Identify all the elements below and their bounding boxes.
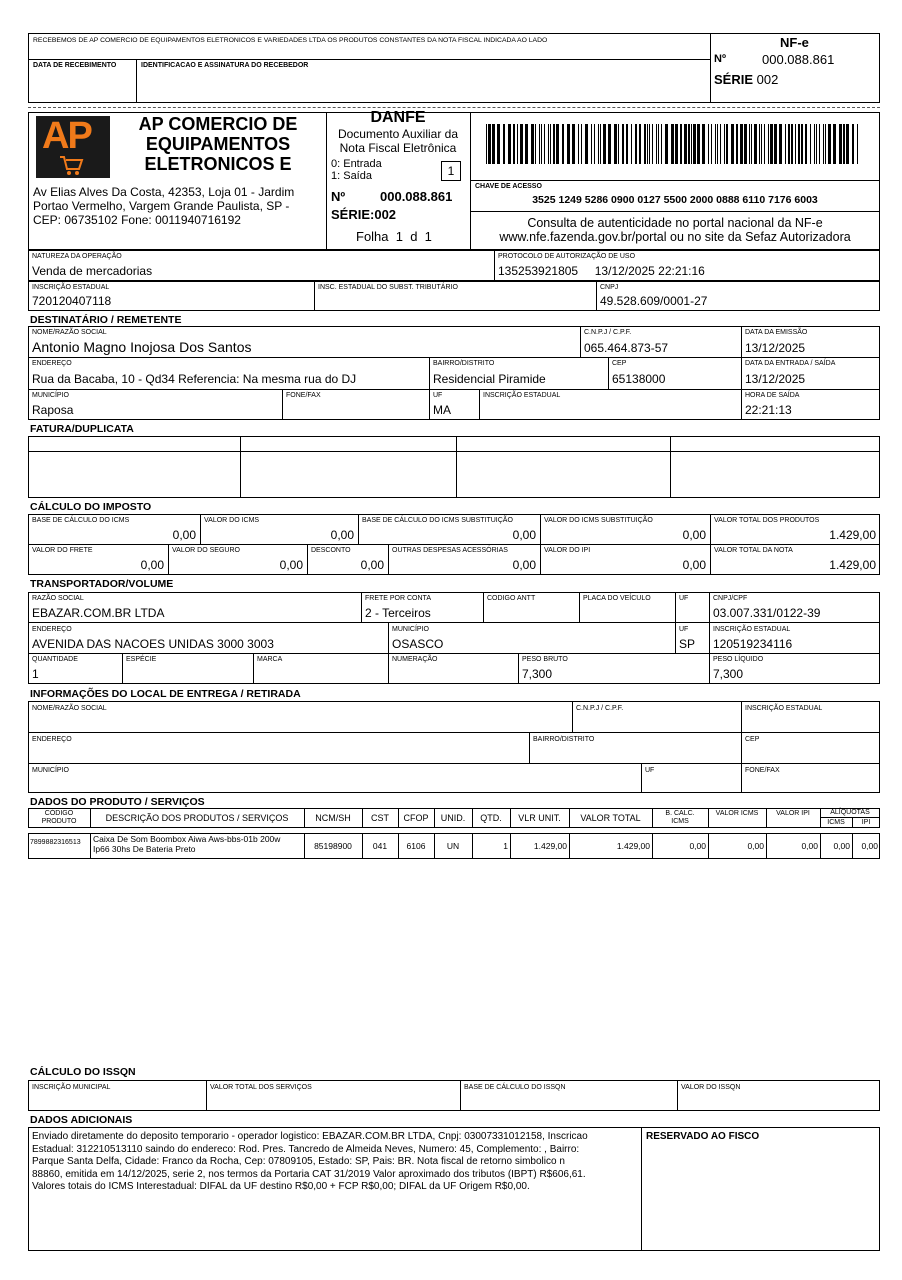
issqn-section: CÁLCULO DO ISSQN [30,1066,136,1078]
row-unit: UN [446,841,460,851]
recipient-uf-label: UF [433,392,443,399]
row-total: 1.429,00 [616,841,650,851]
shopping-cart-icon [58,154,84,176]
receipt-number: 000.088.861 [762,52,835,67]
recipient-city: Raposa [32,403,74,417]
issuer-ie-label: INSCRIÇÃO ESTADUAL [32,284,110,291]
nature-label: NATUREZA DA OPERAÇÃO [32,253,122,260]
receipt-nfe-title: NF-e [780,35,809,50]
carrier-net: 7,300 [713,667,744,681]
issqn-services-label: VALOR TOTAL DOS SERVIÇOS [210,1084,312,1091]
row-description-line2: Ip66 30hs De Bateria Preto [93,844,196,854]
access-key-label: CHAVE DE ACESSO [475,183,542,190]
invoice-table [28,436,880,498]
consult-line1: Consulta de autenticidade no portal nacional da NF-e [527,216,823,230]
col-qty: QTD. [480,813,502,823]
carrier-qty-label: QUANTIDADE [32,656,78,663]
discount-value: 0,00 [360,558,384,572]
row-code: 7899882316513 [30,839,81,846]
col-ncm: NCM/SH [315,813,351,823]
issuer-ie: 720120407118 [32,294,112,308]
total-note-label: VALOR TOTAL DA NOTA [714,547,793,554]
danfe-entry-label: 0: Entrada [331,158,382,170]
danfe-subtitle-line1: Documento Auxiliar da [337,127,459,141]
additional-line3: Parque Santa Delfa, Cidade: Franco da Rocha, Cep: 07809105, Estado: SP, Pais: BR. Nota fiscal de retorno simbolico n [32,1156,565,1167]
carrier-freight: 2 - Terceiros [365,606,431,620]
row-ncm: 85198900 [314,841,352,851]
receipt-series-label: SÉRIE [714,72,754,87]
access-key-barcode [486,124,862,164]
base-st: 0,00 [512,528,536,542]
row-description-line1: Caixa De Som Boombox Aiwa Aws-bbs-01b 200w [93,834,281,844]
delivery-doc-label: C.N.P.J / C.P.F. [576,705,624,712]
recipient-doc: 065.464.873-57 [584,341,669,355]
carrier-name: EBAZAR.COM.BR LTDA [32,606,165,620]
row-base: 0,00 [689,841,706,851]
reserved-label: RESERVADO AO FISCO [646,1131,760,1142]
carrier-antt-label: CODIGO ANTT [487,595,536,602]
total-products-label: VALOR TOTAL DOS PRODUTOS [714,517,820,524]
insurance-value: 0,00 [279,558,303,572]
recipient-uf: MA [433,403,451,417]
carrier-net-label: PESO LÍQUIDO [713,656,764,663]
issuer-cnpj-label: CNPJ [600,284,619,291]
carrier-city-label: MUNICÍPIO [392,626,429,633]
other-value: 0,00 [512,558,536,572]
recipient-doc-label: C.N.P.J / C.P.F. [584,329,632,336]
recipient-city-label: MUNICÍPIO [32,392,69,399]
danfe-type-value: 1 [441,161,461,181]
col-icms: VALOR ICMS [715,810,759,817]
consult-line2: www.nfe.fazenda.gov.br/portal ou no site da Sefaz Autorizadora [499,230,851,244]
base-icms: 0,00 [172,528,196,542]
icms-value: 0,00 [330,528,354,542]
carrier-freight-label: FRETE POR CONTA [365,595,431,602]
carrier-name-label: RAZÃO SOCIAL [32,595,84,602]
base-icms-label: BASE DE CÁLCULO DO ICMS [32,517,130,524]
additional-line2: Estadual: 312210513110 saindo do endereco: Rod. Pres. Tancredo de Almeida Neves, Numero: 45, Complemento: , Bairro: [32,1143,580,1155]
issue-date: 13/12/2025 [745,341,806,355]
icms-st: 0,00 [682,528,706,542]
icms-label: VALOR DO ICMS [204,517,260,524]
col-total: VALOR TOTAL [580,813,641,823]
receipt-number-label: Nº [714,53,726,65]
exit-time: 22:21:13 [745,403,792,417]
issqn-value-label: VALOR DO ISSQN [681,1084,741,1091]
col-code: CÓDIGO PRODUTO [41,810,77,825]
recipient-cep-label: CEP [612,360,627,367]
col-description: DESCRIÇÃO DOS PRODUTOS / SERVIÇOS [105,813,289,823]
carrier-gross-label: PESO BRUTO [522,656,568,663]
danfe-number: 000.088.861 [380,189,453,204]
carrier-plate-label: PLACA DO VEÍCULO [583,595,651,602]
invoice-section: FATURA/DUPLICATA [30,423,134,435]
recipient-district-label: BAIRRO/DISTRITO [433,360,495,367]
carrier-section: TRANSPORTADOR/VOLUME [30,578,174,590]
receipt-series: 002 [756,72,779,87]
recipient-phone-label: FONE/FAX [286,392,321,399]
col-cfop: CFOP [403,813,429,823]
carrier-ie: 120519234116 [713,637,793,651]
row-rate-icms: 0,00 [833,841,850,851]
issuer-address-line1: Av Elias Alves Da Costa, 42353, Loja 01 - Jardim [33,185,295,199]
carrier-gross: 7,300 [522,667,553,681]
company-logo [36,116,110,178]
col-rates: ALÍQUOTAS [830,809,870,816]
issuer-name: AP COMERCIO DE EQUIPAMENTOS ELETRONICOS E [138,114,298,174]
col-cst: CST [371,813,389,823]
carrier-qty: 1 [32,667,39,681]
additional-line4: 88860, emitida em 14/12/2025, serie 2, nos termos da Portaria CAT 31/2019 Valor aproximado dos tributos (IBPT) R$606,61. [32,1168,586,1180]
ipi-label: VALOR DO IPI [544,547,591,554]
carrier-address: AVENIDA DAS NACOES UNIDAS 3000 3003 [32,637,274,651]
nature-value: Venda de mercadorias [32,264,153,278]
freight-value: 0,00 [140,558,164,572]
additional-info [32,1131,588,1194]
exit-time-label: HORA DE SAÍDA [745,392,800,399]
delivery-district-label: BAIRRO/DISTRITO [533,736,595,743]
carrier-species-label: ESPÉCIE [126,656,157,663]
col-unit: UNID. [440,813,466,823]
danfe-exit-label: 1: Saída [331,170,372,182]
icms-st-label: VALOR DO ICMS SUBSTITUIÇÃO [544,517,653,524]
insurance-label: VALOR DO SEGURO [172,547,240,554]
carrier-address-label: ENDEREÇO [32,626,72,633]
cut-line [28,107,880,108]
recipient-name: Antonio Magno Inojosa Dos Santos [32,339,252,355]
danfe-series: SÉRIE:002 [331,207,397,222]
delivery-city-label: MUNICÍPIO [32,767,69,774]
col-rate-ipi: IPI [861,819,871,826]
carrier-uf2-label: UF [679,626,689,633]
danfe-page: Folha 1 d 1 [356,229,432,244]
issuer-address-line3: CEP: 06735102 Fone: 0011940716192 [33,213,241,227]
row-cfop: 6106 [406,841,426,851]
other-label: OUTRAS DESPESAS ACESSÓRIAS [392,547,508,554]
issqn-municipal-label: INSCRIÇÃO MUNICIPAL [32,1084,111,1091]
col-unit-price: VLR UNIT. [518,813,561,823]
logo-text: AP [42,115,91,157]
issqn-base-label: BASE DE CÁLCULO DO ISSQN [464,1084,566,1091]
additional-section: DADOS ADICIONAIS [30,1114,133,1126]
col-ipi: VALOR IPI [776,810,810,817]
protocol-label: PROTOCOLO DE AUTORIZAÇÃO DE USO [498,253,636,260]
issuer-cnpj: 49.528.609/0001-27 [600,294,708,308]
recipient-address-label: ENDEREÇO [32,360,72,367]
recipient-ie-label: INSCRIÇÃO ESTADUAL [483,392,561,399]
recipient-cep: 65138000 [612,372,666,386]
additional-line5: Valores totais do ICMS Interestadual: DIFAL da UF destino R$0,00 + FCP R$0,00; DIFAL da UF Origem R$0,00. [32,1181,530,1192]
row-unit-price: 1.429,00 [533,841,567,851]
recipient-section: DESTINATÁRIO / REMETENTE [30,314,182,326]
freight-label: VALOR DO FRETE [32,547,93,554]
carrier-cnpj-label: CNPJ/CPF [713,595,748,602]
io-date-label: DATA DA ENTRADA / SAÍDA [745,360,836,367]
carrier-uf-label: UF [679,595,689,602]
delivery-uf-label: UF [645,767,655,774]
carrier-city: OSASCO [392,637,444,651]
carrier-ie-label: INSCRIÇÃO ESTADUAL [713,626,791,633]
protocol-value: 135253921805 13/12/2025 22:21:16 [498,264,705,278]
delivery-cep-label: CEP [745,736,760,743]
carrier-uf2: SP [679,637,696,651]
io-date: 13/12/2025 [745,372,806,386]
tax-section: CÁLCULO DO IMPOSTO [30,501,152,513]
ipi-value: 0,00 [682,558,706,572]
row-ipi: 0,00 [801,841,818,851]
delivery-phone-label: FONE/FAX [745,767,780,774]
carrier-numbering-label: NUMERAÇÃO [392,656,438,663]
receipt-signature-label: IDENTIFICACAO E ASSINATURA DO RECEBEDOR [141,62,309,69]
receipt-statement: RECEBEMOS DE AP COMERCIO DE EQUIPAMENTOS ELETRONICOS E VARIEDADES LTDA OS PRODUTOS CONSTANTES DA NOTA FISCAL INDICADA AO LADO [33,37,548,44]
receipt-date-label: DATA DE RECEBIMENTO [33,62,117,69]
recipient-name-label: NOME/RAZÃO SOCIAL [32,329,107,336]
danfe-number-label: Nº [331,189,346,204]
row-icms: 0,00 [747,841,764,851]
recipient-address: Rua da Bacaba, 10 - Qd34 Referencia: Na mesma rua do DJ [32,372,357,386]
issuer-ie-st-label: INSC. ESTADUAL DO SUBST. TRIBUTÁRIO [318,284,458,291]
delivery-section: INFORMAÇÕES DO LOCAL DE ENTREGA / RETIRADA [30,688,301,700]
row-qty: 1 [503,841,508,851]
delivery-address-label: ENDEREÇO [32,736,72,743]
total-products: 1.429,00 [829,528,876,542]
products-section: DADOS DO PRODUTO / SERVIÇOS [30,796,205,808]
row-rate-ipi: 0,00 [861,841,878,851]
carrier-cnpj: 03.007.331/0122-39 [713,606,821,620]
danfe-subtitle-line2: Nota Fiscal Eletrônica [339,141,457,155]
additional-line1: Enviado diretamente do deposito temporario - operador logistico: EBAZAR.COM.BR LTDA, Cnpj: 03007331012158, Inscricao [32,1131,588,1142]
discount-label: DESCONTO [311,547,351,554]
carrier-brand-label: MARCA [257,656,283,663]
row-cst: 041 [372,841,388,851]
col-rate-icms: ICMS [827,819,845,826]
issuer-address-line2: Portao Vermelho, Vargem Grande Paulista, SP - [33,199,290,213]
delivery-ie-label: INSCRIÇÃO ESTADUAL [745,705,823,712]
danfe-title: DANFE [370,109,426,126]
total-note: 1.429,00 [829,558,876,572]
issue-date-label: DATA DA EMISSÃO [745,329,808,336]
base-st-label: BASE DE CÁLCULO DO ICMS SUBSTITUIÇÃO [362,517,513,524]
col-base: B. CALC. ICMS [665,810,695,825]
recipient-district: Residencial Piramide [433,372,546,386]
access-key: 3525 1249 5286 0900 0127 5500 2000 0888 6110 7176 6003 [532,194,818,206]
delivery-name-label: NOME/RAZÃO SOCIAL [32,705,107,712]
